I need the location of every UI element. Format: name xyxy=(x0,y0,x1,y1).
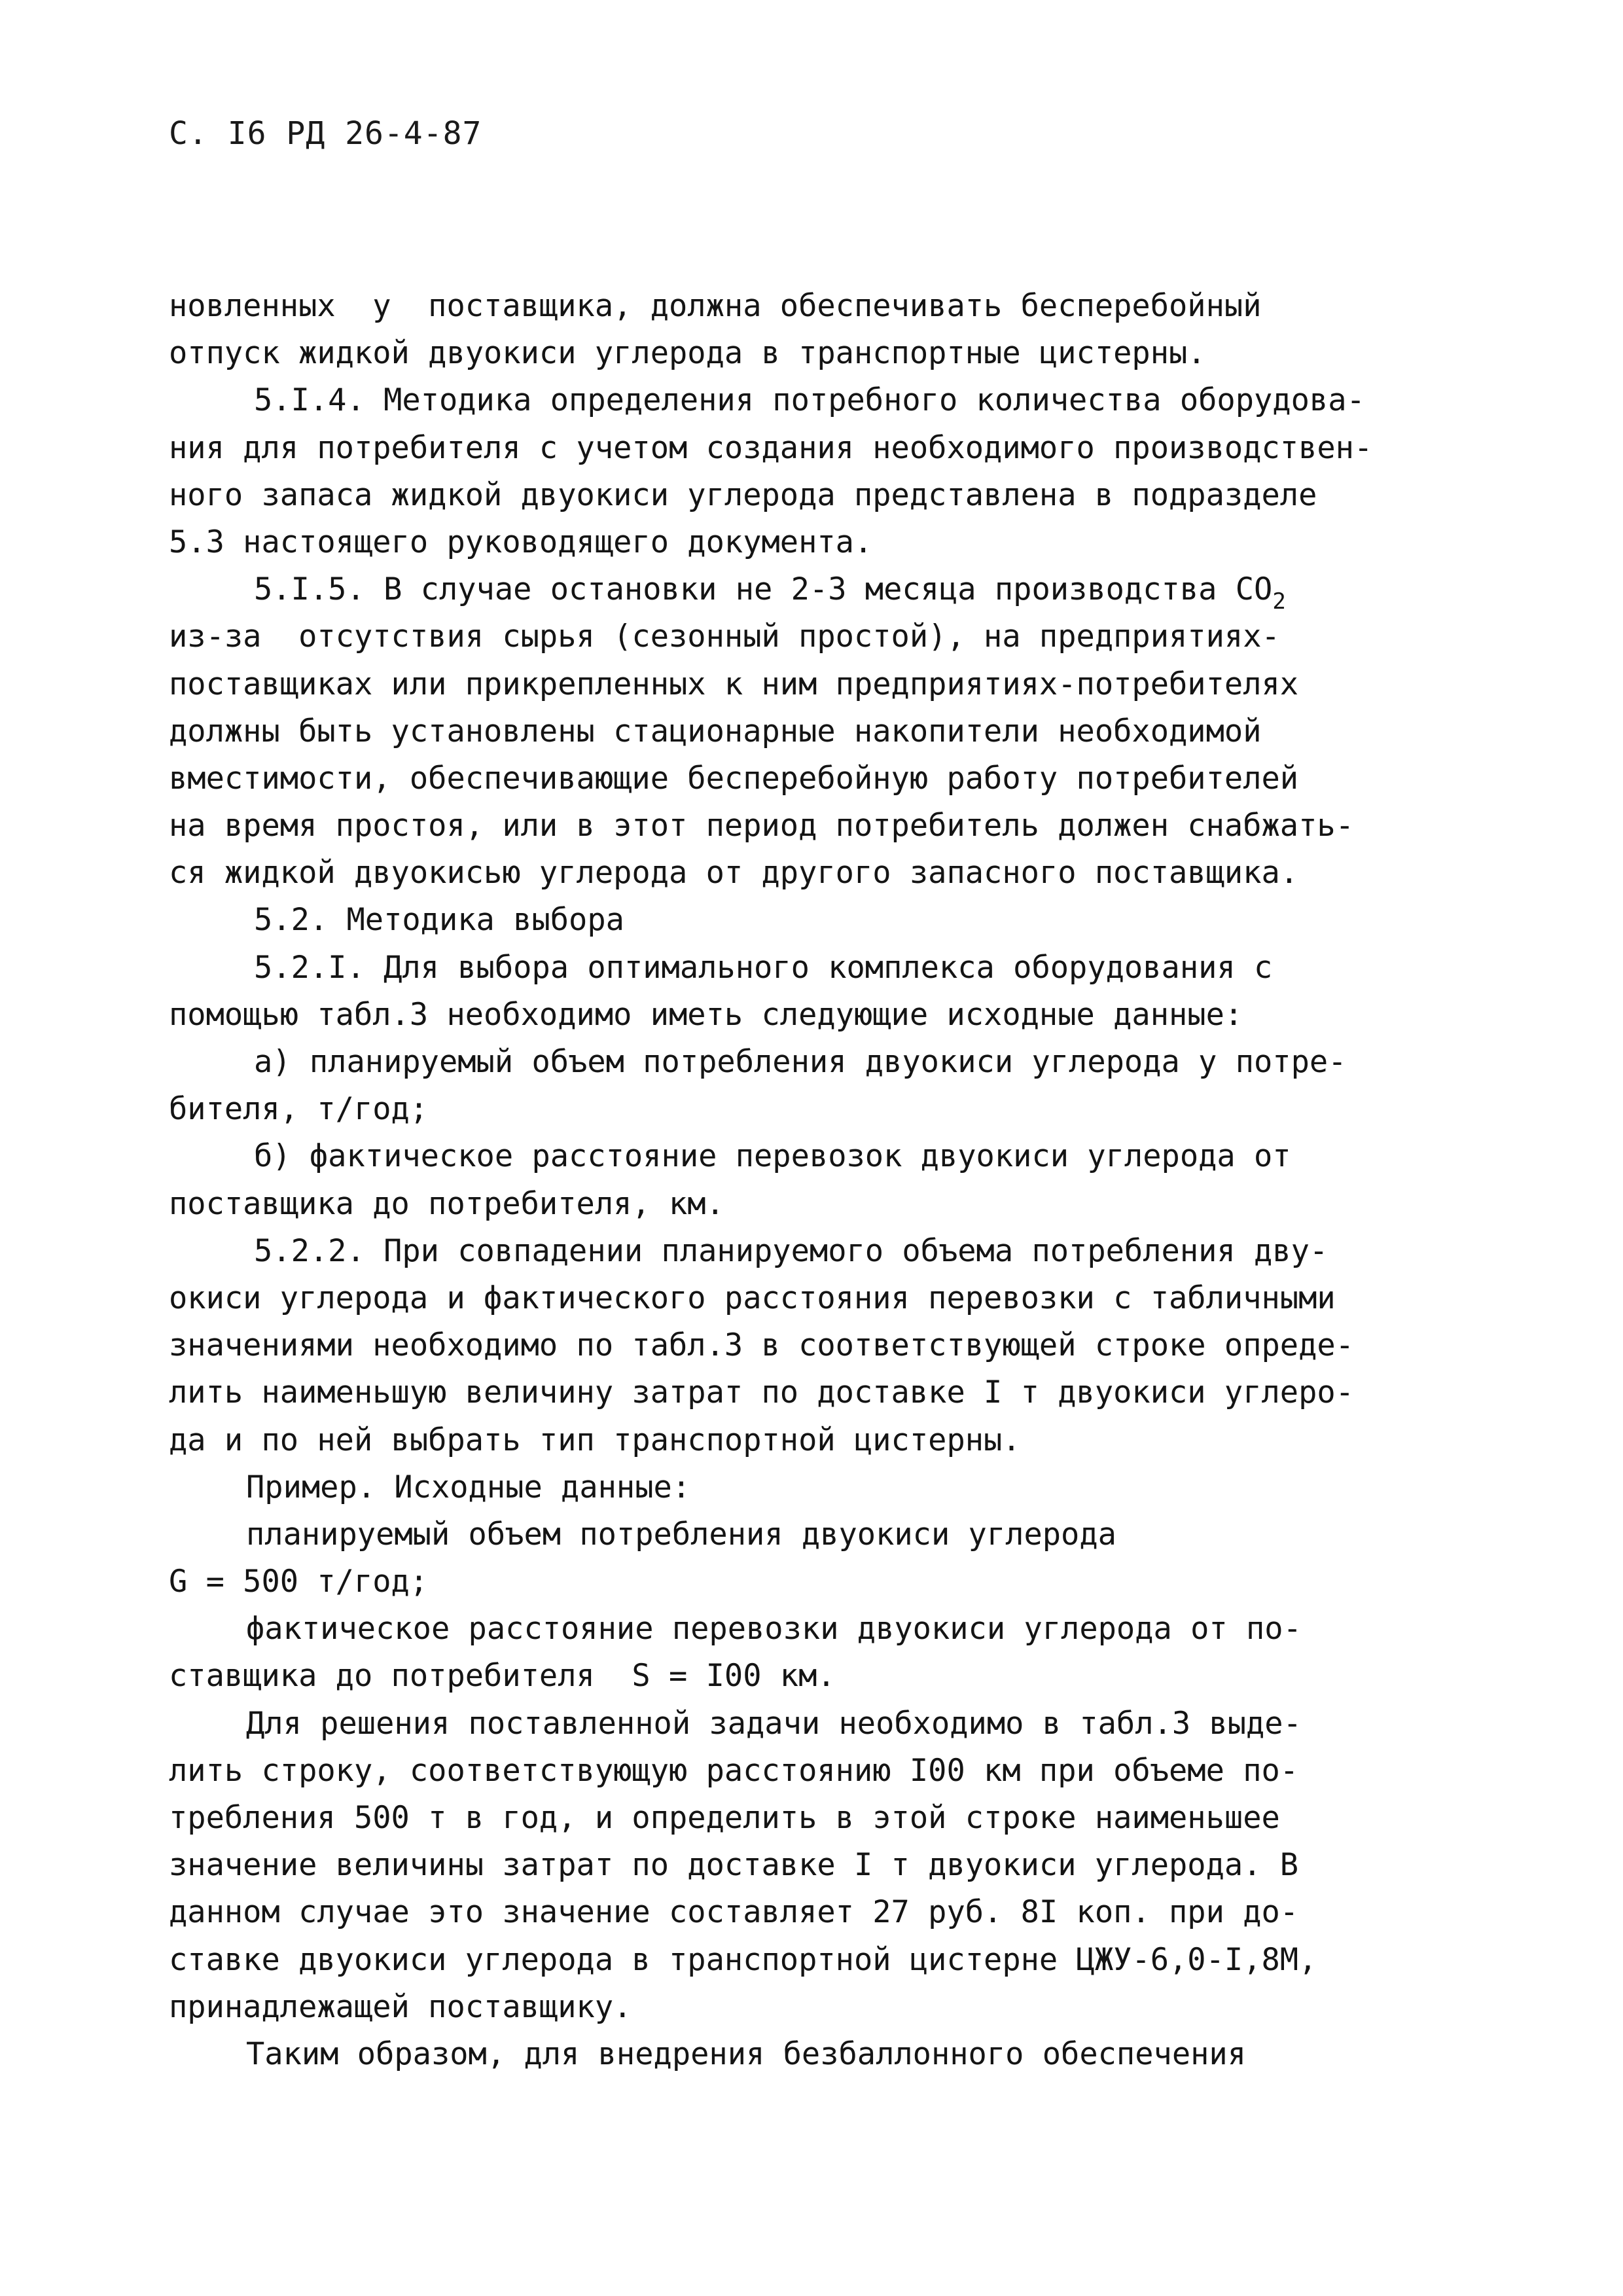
text-line-content: да и по ней выбрать тип транспортной цистерны. xyxy=(169,1422,1021,1458)
text-line-content: поставщика до потребителя, км. xyxy=(169,1185,724,1222)
text-line-content: фактическое расстояние перевозки двуокиси углерода от по- xyxy=(246,1611,1302,1647)
text-line xyxy=(169,1275,1497,1322)
text-line-content: 5.2. Методика выбора xyxy=(254,902,624,939)
text-line xyxy=(169,708,1497,755)
text-line xyxy=(169,283,1497,330)
text-line xyxy=(169,1605,1497,1653)
text-line-content: ставщика до потребителя S = I00 км. xyxy=(169,1658,836,1695)
text-line-content: 5.3 настоящего руководящего документа. xyxy=(169,524,873,560)
text-line xyxy=(169,1558,1497,1605)
text-line xyxy=(169,330,1497,377)
subscript: 2 xyxy=(1272,588,1286,615)
text-line xyxy=(169,1653,1497,1700)
text-line-content: G = 500 т/год; xyxy=(169,1564,429,1600)
text-line-content: ся жидкой двуокисью углерода от другого запасного поставщика. xyxy=(169,855,1299,891)
text-line-content: данном случае это значение составляет 27 руб. 8I коп. при до- xyxy=(169,1894,1299,1931)
page-header: С. I6 РД 26-4-87 xyxy=(169,115,482,152)
text-line xyxy=(169,1937,1497,1984)
text-line xyxy=(169,566,1497,613)
text-line xyxy=(169,1748,1497,1795)
text-line xyxy=(169,1795,1497,1842)
text-line-content: 5.2.I. Для выбора оптимального комплекса оборудования с xyxy=(254,949,1273,986)
text-line xyxy=(169,1133,1497,1180)
text-line xyxy=(169,1228,1497,1275)
text-line xyxy=(169,472,1497,519)
text-line-content: Таким образом, для внедрения безбаллонного обеспечения xyxy=(246,2036,1247,2072)
text-line xyxy=(169,1039,1497,1086)
text-line xyxy=(169,1511,1497,1558)
text-line-content: принадлежащей поставщику. xyxy=(169,1988,632,2025)
text-line-content: помощью табл.3 необходимо иметь следующие исходные данные: xyxy=(169,996,1243,1033)
text-line xyxy=(169,850,1497,897)
text-line-content: на время простоя, или в этот период потребитель должен снабжать- xyxy=(169,808,1354,844)
text-line xyxy=(169,1700,1497,1748)
text-line-content: 5.2.2. При совпадении планируемого объема потребления дву- xyxy=(254,1232,1329,1269)
text-line-content: окиси углерода и фактического расстояния перевозки с табличными xyxy=(169,1280,1336,1316)
text-line-content: лить строку, соответствующую расстоянию I00 км при объеме по- xyxy=(169,1752,1299,1789)
text-line xyxy=(169,1984,1497,2031)
document-body xyxy=(169,283,1497,2078)
text-line-content: вместимости, обеспечивающие бесперебойную работу потребителей xyxy=(169,760,1299,797)
text-line-content: ставке двуокиси углерода в транспортной цистерне ЦЖУ-6,0-I,8М, xyxy=(169,1941,1317,1978)
text-line xyxy=(169,2031,1497,2078)
text-line xyxy=(169,661,1497,708)
text-line-content: б) фактическое расстояние перевозок двуокиси углерода от xyxy=(254,1138,1291,1175)
text-line xyxy=(169,1417,1497,1464)
text-line-content: планируемый объем потребления двуокиси углерода xyxy=(246,1516,1116,1552)
text-line xyxy=(169,1086,1497,1133)
text-line xyxy=(169,377,1497,424)
text-line-content: поставщиках или прикрепленных к ним предприятиях-потребителях xyxy=(169,666,1299,702)
text-line-content: значение величины затрат по доставке I т двуокиси углерода. В xyxy=(169,1847,1299,1884)
text-line xyxy=(169,613,1497,660)
text-line-content: значениями необходимо по табл.3 в соответствующей строке опреде- xyxy=(169,1327,1354,1364)
text-line xyxy=(169,1322,1497,1369)
text-line xyxy=(169,992,1497,1039)
text-line xyxy=(169,1464,1497,1511)
text-line xyxy=(169,519,1497,566)
text-line-content: должны быть установлены стационарные накопители необходимой xyxy=(169,713,1262,749)
text-line-content: Пример. Исходные данные: xyxy=(246,1469,691,1505)
text-line-content: 5.I.5. В случае остановки не 2-3 месяца производства CO xyxy=(254,571,1273,608)
text-line xyxy=(169,1889,1497,1936)
text-line-content: бителя, т/год; xyxy=(169,1091,429,1128)
text-line xyxy=(169,802,1497,850)
text-line-content: 5.I.4. Методика определения потребного количества оборудова- xyxy=(254,382,1365,419)
text-line-content: отпуск жидкой двуокиси углерода в транспортные цистерны. xyxy=(169,335,1206,372)
text-line xyxy=(169,897,1497,944)
text-line-content: из-за отсутствия сырья (сезонный простой), на предприятиях- xyxy=(169,619,1280,655)
text-line-content: Для решения поставленной задачи необходимо в табл.3 выде- xyxy=(246,1705,1302,1742)
text-line-content: а) планируемый объем потребления двуокиси углерода у потре- xyxy=(254,1044,1347,1080)
text-line xyxy=(169,425,1497,472)
text-line xyxy=(169,755,1497,802)
text-line xyxy=(169,1369,1497,1416)
text-line-content: лить наименьшую величину затрат по доставке I т двуокиси углеро- xyxy=(169,1374,1354,1411)
text-line-content: ного запаса жидкой двуокиси углерода представлена в подразделе xyxy=(169,476,1317,513)
text-line-content: ния для потребителя с учетом создания необходимого производствен- xyxy=(169,429,1373,466)
text-line xyxy=(169,944,1497,992)
text-line xyxy=(169,1181,1497,1228)
text-line-content: новленных у поставщика, должна обеспечивать бесперебойный xyxy=(169,288,1262,324)
text-line xyxy=(169,1842,1497,1889)
text-line-content: требления 500 т в год, и определить в этой строке наименьшее xyxy=(169,1800,1280,1836)
